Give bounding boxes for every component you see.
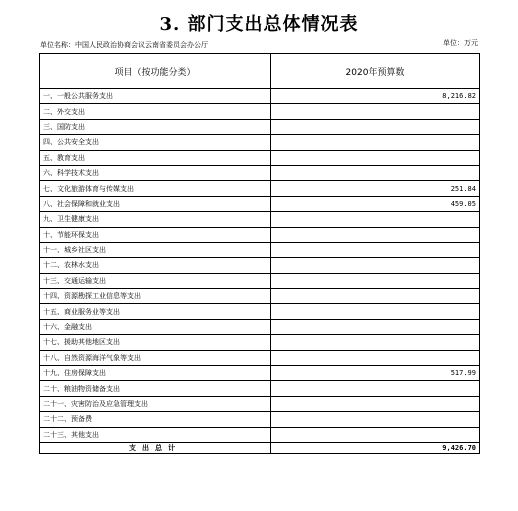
table-row [40,181,480,196]
row-amount [271,258,480,273]
table-row [40,242,480,257]
row-amount: 251.84 [271,181,480,196]
row-amount [271,273,480,288]
row-amount [271,412,480,427]
table-row [40,319,480,334]
table-row [40,119,480,134]
row-item: 九、卫生健康支出 [40,212,271,227]
row-amount [271,165,480,180]
row-amount [271,319,480,334]
row-amount [271,212,480,227]
table-row [40,227,480,242]
row-item: 十六、金融支出 [40,319,271,334]
row-item: 十八、自然资源海洋气象等支出 [40,350,271,365]
table-row [40,304,480,319]
header-budget: 2020年预算数 [271,54,480,89]
unit-name-label: 单位名称：中国人民政治协商会议云南省委员会办公厅 [40,41,208,49]
row-item: 十九、住房保障支出 [40,366,271,381]
table-row [40,335,480,350]
row-item: 十三、交通运输支出 [40,273,271,288]
row-amount [271,335,480,350]
row-item: 十、节能环保支出 [40,227,271,242]
row-item: 一、一般公共服务支出 [40,89,271,104]
table-row [40,273,480,288]
page-title: 3. 部门支出总体情况表 [159,14,359,35]
row-amount: 517.99 [271,366,480,381]
row-item: 二十一、灾害防治及应急管理支出 [40,396,271,411]
table-header-row [40,54,480,89]
table-row [40,165,480,180]
expenditure-table [39,53,480,454]
row-item: 十一、城乡社区支出 [40,242,271,257]
row-amount [271,350,480,365]
table-row [40,212,480,227]
row-amount: 8,216.82 [271,89,480,104]
row-amount [271,104,480,119]
total-label: 支出总计 [40,442,271,453]
table-row [40,412,480,427]
row-amount [271,396,480,411]
table-row [40,366,480,381]
row-item: 五、教育支出 [40,150,271,165]
table-row [40,150,480,165]
row-amount [271,381,480,396]
row-amount [271,150,480,165]
currency-unit-label: 单位：万元 [443,39,478,47]
row-amount [271,119,480,134]
total-amount: 9,426.70 [271,442,480,453]
row-amount [271,289,480,304]
table-row [40,350,480,365]
row-amount: 459.05 [271,196,480,211]
row-item: 八、社会保障和就业支出 [40,196,271,211]
table-row [40,396,480,411]
row-item: 十四、资源勘探工业信息等支出 [40,289,271,304]
total-row [40,442,480,453]
row-item: 二十三、其他支出 [40,427,271,442]
row-amount [271,242,480,257]
row-amount [271,304,480,319]
row-item: 十二、农林水支出 [40,258,271,273]
header-item: 项目（按功能分类） [40,54,271,89]
table-row [40,427,480,442]
table-row [40,89,480,104]
table-row [40,289,480,304]
row-item: 二、外交支出 [40,104,271,119]
row-amount [271,427,480,442]
row-item: 二十、粮油物资储备支出 [40,381,271,396]
table-row [40,381,480,396]
row-item: 六、科学技术支出 [40,165,271,180]
row-item: 十五、商业服务业等支出 [40,304,271,319]
table-row [40,258,480,273]
row-item: 四、公共安全支出 [40,135,271,150]
row-item: 三、国防支出 [40,119,271,134]
table-row [40,135,480,150]
row-item: 七、文化旅游体育与传媒支出 [40,181,271,196]
row-amount [271,135,480,150]
table-row [40,104,480,119]
table-row [40,196,480,211]
row-item: 十七、援助其他地区支出 [40,335,271,350]
row-item: 二十二、预备费 [40,412,271,427]
row-amount [271,227,480,242]
